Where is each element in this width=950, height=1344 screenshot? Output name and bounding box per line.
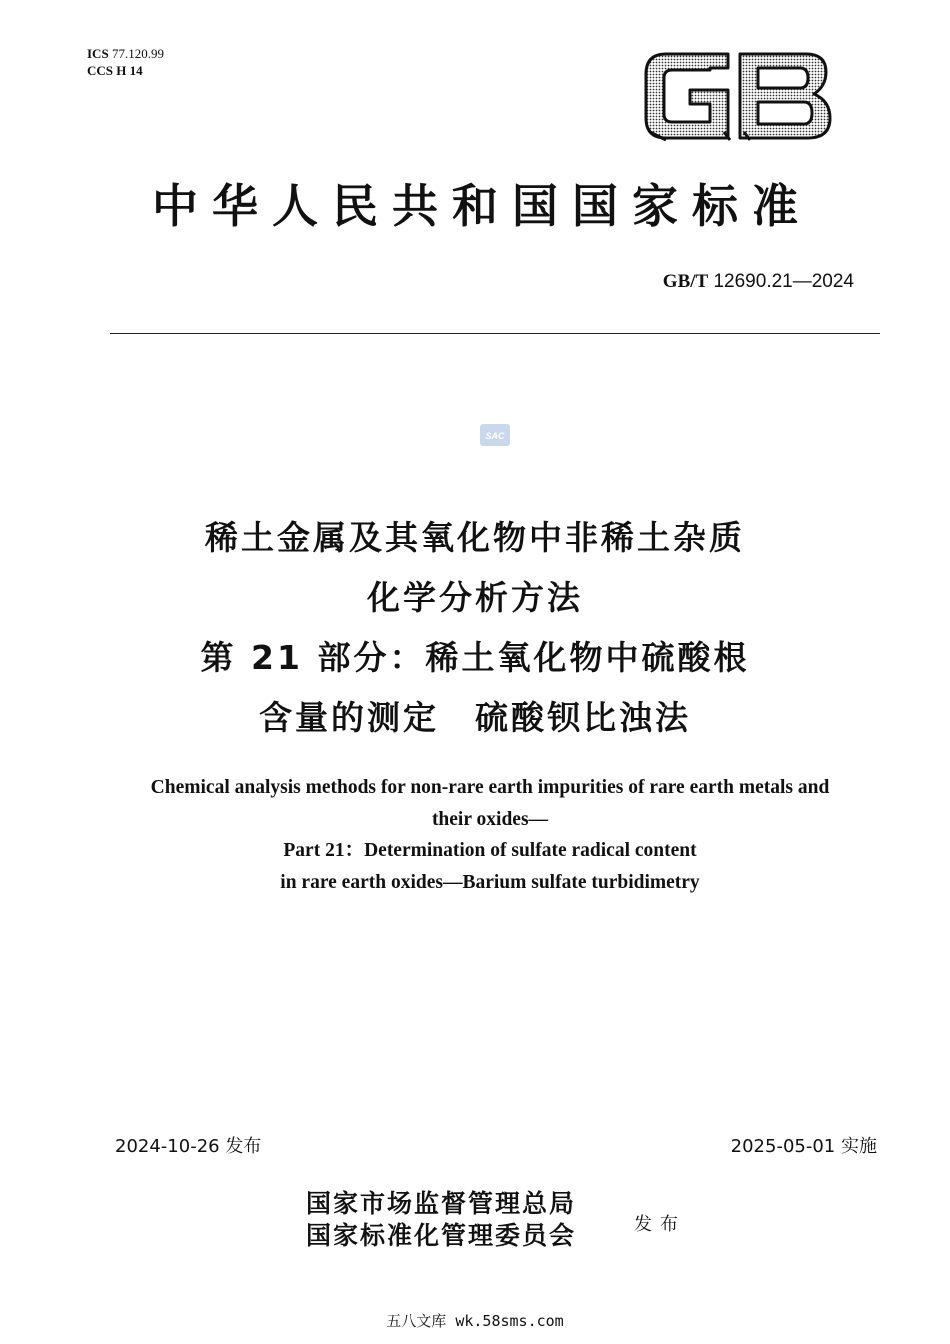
divider-line [110, 333, 880, 334]
issuer-samr: 国家市场监督管理总局 [306, 1189, 577, 1218]
chinese-title-line-4: 含量的测定 硫酸钡比浊法 [259, 698, 691, 737]
implementation-date: 2025-05-01 实施 [730, 1136, 877, 1157]
chinese-title [0, 508, 950, 748]
english-title-line-3: Part 21：Determination of sulfate radical content [283, 840, 697, 861]
issue-date: 2024-10-26 发布 [115, 1136, 262, 1157]
classification-codes [87, 45, 164, 79]
english-title [0, 772, 950, 898]
issuer-sac: 国家标准化管理委员会 [306, 1221, 577, 1250]
standard-number: GB/T 12690.21—2024 [662, 271, 854, 292]
english-title-line-2: their oxides— [431, 808, 549, 830]
ics-code: ICS 77.120.99 [87, 46, 164, 61]
chinese-title-line-2: 化学分析方法 [367, 578, 583, 617]
gb-logo [640, 46, 836, 144]
main-title: 中华人民共和国国家标准 [152, 179, 812, 233]
issuing-authorities [306, 1188, 576, 1252]
svg-text:SAC: SAC [485, 431, 505, 441]
footer-watermark: 五八文库 wk.58sms.com [386, 1312, 564, 1330]
ccs-code: CCS H 14 [87, 63, 143, 78]
issue-label: 发布 [634, 1214, 686, 1235]
english-title-line-1: Chemical analysis methods for non-rare earth impurities of rare earth metals and [150, 777, 830, 798]
chinese-title-line-3: 第 21 部分：稀土氧化物中硫酸根 [200, 638, 750, 677]
english-title-line-4: in rare earth oxides—Barium sulfate turbidimetry [280, 871, 700, 893]
sac-watermark-icon [480, 424, 510, 446]
chinese-title-line-1: 稀土金属及其氧化物中非稀土杂质 [205, 518, 745, 557]
